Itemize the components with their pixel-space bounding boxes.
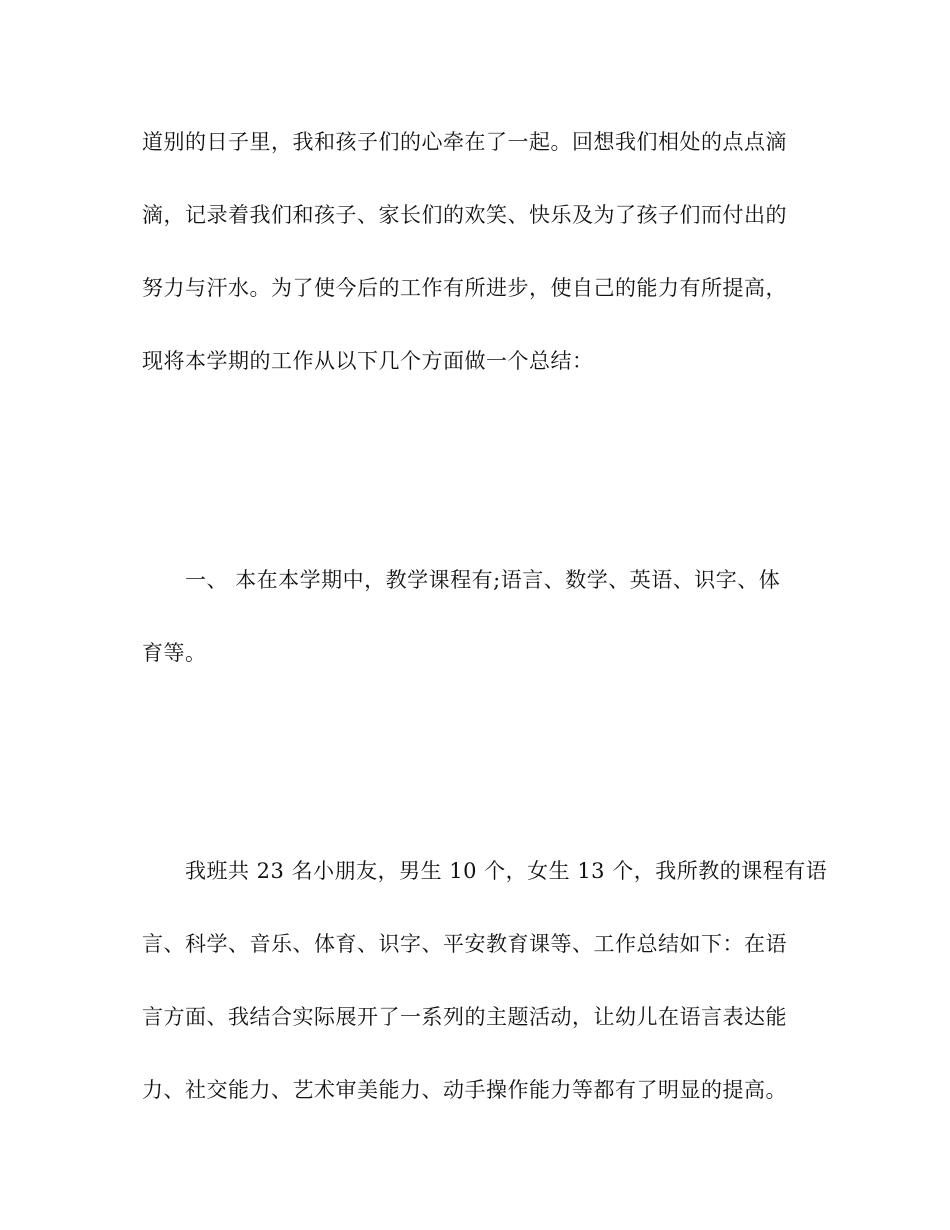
paragraph-1-line-4: 现将本学期的工作从以下几个方面做一个总结： (142, 349, 594, 373)
paragraph-3-line-4: 力、社交能力、艺术审美能力、动手操作能力等都有了明显的提高。 (142, 1078, 787, 1102)
paragraph-3-line-2: 言、科学、音乐、体育、识字、平安教育课等、工作总结如下：在语 (142, 932, 787, 956)
paragraph-2-line-1: 一、 本在本学期中，教学课程有;语言、数学、英语、识字、体 (185, 568, 781, 592)
paragraph-1-line-3: 努力与汗水。为了使今后的工作有所进步，使自己的能力有所提高， (142, 276, 787, 300)
paragraph-3-line-1: 我班共 23 名小朋友，男生 10 个，女生 13 个，我所教的课程有语 (185, 859, 828, 883)
paragraph-1-line-2: 滴，记录着我们和孩子、家长们的欢笑、快乐及为了孩子们而付出的 (142, 203, 787, 227)
paragraph-2-line-2: 育等。 (142, 641, 207, 665)
paragraph-3-line-3: 言方面、我结合实际展开了一系列的主题活动，让幼儿在语言表达能 (142, 1005, 787, 1029)
paragraph-1-line-1: 道别的日子里，我和孩子们的心牵在了一起。回想我们相处的点点滴 (142, 130, 787, 154)
